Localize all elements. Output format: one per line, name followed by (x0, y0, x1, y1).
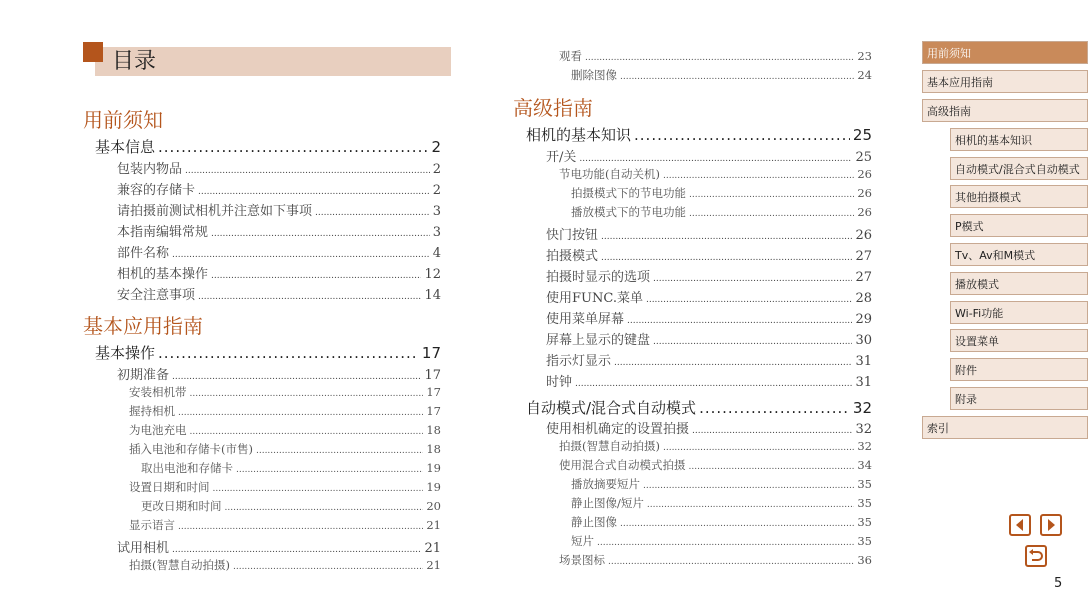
dot-leader (620, 72, 854, 81)
toc-entry-label: 兼容的存储卡 (117, 183, 196, 198)
dot-leader (627, 316, 852, 325)
nav-tab-sub[interactable]: 设置菜单 (950, 329, 1088, 352)
toc-entry-label: 使用FUNC.菜单 (546, 291, 643, 306)
dot-leader (158, 138, 428, 153)
toc-page-number: 17 (421, 344, 441, 362)
toc-entry-label: 为电池充电 (129, 423, 187, 437)
toc-entry[interactable] (117, 158, 441, 176)
dot-leader (158, 344, 419, 359)
toc-page-number: 18 (426, 423, 441, 437)
toc-entry-label: 播放摘要短片 (571, 477, 640, 491)
toc-entry[interactable] (117, 200, 441, 218)
toc-page-number: 35 (857, 477, 872, 491)
toc-entry-label: 拍摄(智慧自动拍摄) (129, 558, 230, 572)
toc-page-number: 25 (855, 150, 872, 165)
toc-entry-label: 快门按钮 (546, 228, 599, 243)
toc-page-number: 17 (426, 385, 441, 399)
nav-tab-index[interactable]: 索引 (922, 416, 1088, 439)
nav-tab-sub[interactable]: 附件 (950, 358, 1088, 381)
toc-entry[interactable] (571, 514, 872, 530)
toc-entry-label: 本指南编辑常规 (117, 225, 209, 240)
toc-entry-label: 指示灯显示 (546, 354, 612, 369)
dot-leader (579, 154, 852, 163)
return-button[interactable] (1025, 545, 1047, 567)
toc-page-number: 19 (426, 461, 441, 475)
dot-leader (213, 484, 424, 493)
toc-page-number: 31 (855, 354, 872, 369)
toc-chapter[interactable] (95, 136, 441, 156)
toc-page-number: 29 (855, 312, 872, 327)
toc-entry-label: 显示语言 (129, 518, 175, 532)
toc-chapter[interactable] (95, 342, 441, 362)
dot-leader (597, 538, 854, 547)
toc-entry[interactable] (129, 557, 441, 573)
nav-tab-sub[interactable]: 自动模式/混合式自动模式 (950, 157, 1088, 180)
toc-page-number: 35 (857, 515, 872, 529)
toc-entry-label: 拍摄时显示的选项 (546, 270, 651, 285)
nav-tab-sub[interactable]: Wi-Fi功能 (950, 301, 1088, 324)
prev-page-button[interactable] (1009, 514, 1031, 536)
toc-page-number: 2 (432, 183, 441, 198)
toc-entry-label: 试用相机 (117, 541, 170, 556)
toc-page-number: 35 (857, 534, 872, 548)
toc-entry[interactable] (559, 48, 872, 64)
toc-entry[interactable] (546, 146, 872, 164)
toc-entry-label: 握持相机 (129, 404, 175, 418)
toc-entry[interactable] (117, 242, 441, 260)
toc-page-number: 26 (857, 205, 872, 219)
nav-tab-sub[interactable]: Tv、Av和M模式 (950, 243, 1088, 266)
toc-entry[interactable] (546, 287, 872, 305)
toc-entry[interactable] (129, 403, 441, 419)
dot-leader (647, 500, 854, 509)
dot-leader (225, 503, 424, 512)
toc-page-number: 27 (855, 249, 872, 264)
toc-page-number: 26 (855, 228, 872, 243)
page-number: 5 (1054, 576, 1063, 591)
dot-leader (653, 274, 852, 283)
toc-entry[interactable] (571, 67, 872, 83)
toc-entry-label: 场景图标 (559, 553, 605, 567)
dot-leader (172, 545, 421, 554)
dot-leader (190, 389, 424, 398)
dot-leader (198, 292, 421, 301)
toc-entry-label: 取出电池和存储卡 (141, 461, 233, 475)
toc-entry[interactable] (117, 284, 441, 302)
toc-page-number: 2 (431, 138, 441, 156)
toc-entry[interactable] (129, 441, 441, 457)
toc-entry[interactable] (546, 371, 872, 389)
toc-entry-label: 安装相机带 (129, 385, 187, 399)
next-page-button[interactable] (1040, 514, 1062, 536)
toc-entry[interactable] (117, 221, 441, 239)
toc-page-number: 26 (857, 186, 872, 200)
toc-entry[interactable] (571, 185, 872, 201)
toc-entry-label: 拍摄模式 (546, 249, 599, 264)
toc-page-number: 34 (857, 458, 872, 472)
nav-tab-main[interactable]: 用前须知 (922, 41, 1088, 64)
toc-entry-label: 安全注意事项 (117, 288, 196, 303)
dot-leader (689, 462, 855, 471)
nav-tab-sub[interactable]: 其他拍摄模式 (950, 185, 1088, 208)
toc-page-number: 12 (424, 267, 441, 282)
toc-page-number: 2 (432, 162, 441, 177)
dot-leader (689, 209, 854, 218)
toc-entry[interactable] (129, 384, 441, 400)
dot-leader (585, 53, 854, 62)
dot-leader (614, 358, 852, 367)
toc-entry-label: 初期准备 (117, 368, 170, 383)
toc-entry[interactable] (571, 533, 872, 549)
toc-page-number: 25 (852, 126, 872, 144)
page-title: 目录 (112, 49, 157, 74)
toc-page-number: 14 (424, 288, 441, 303)
toc-entry[interactable] (546, 266, 872, 284)
dot-leader (178, 522, 423, 531)
toc-entry-label: 部件名称 (117, 246, 170, 261)
dot-leader (172, 372, 421, 381)
nav-tab-sub[interactable]: 附录 (950, 387, 1088, 410)
dot-leader (643, 481, 854, 490)
toc-entry-label: 使用相机确定的设置拍摄 (546, 422, 690, 437)
toc-entry-label: 开/关 (546, 150, 577, 165)
section-heading-basic-guide: 基本应用指南 (83, 314, 203, 338)
toc-chapter[interactable] (526, 397, 872, 417)
toc-page-number: 19 (426, 480, 441, 494)
dot-leader (178, 408, 423, 417)
nav-tab-main[interactable]: 高级指南 (922, 99, 1088, 122)
toc-entry-label: 短片 (571, 534, 594, 548)
dot-leader (198, 187, 430, 196)
dot-leader (646, 295, 852, 304)
toc-entry-label: 更改日期和时间 (141, 499, 222, 513)
toc-entry[interactable] (571, 204, 872, 220)
toc-entry[interactable] (546, 350, 872, 368)
nav-tab-sub[interactable]: P模式 (950, 214, 1088, 237)
dot-leader (172, 250, 430, 259)
toc-page-number: 21 (424, 541, 441, 556)
toc-entry-label: 插入电池和存储卡(市售) (129, 442, 253, 456)
next-page-icon (1044, 518, 1058, 532)
toc-entry-label: 屏幕上显示的键盘 (546, 333, 651, 348)
toc-entry[interactable] (571, 476, 872, 492)
toc-entry[interactable] (559, 552, 872, 568)
dot-leader (601, 253, 852, 262)
dot-leader (185, 166, 430, 175)
toc-page-number: 31 (855, 375, 872, 390)
toc-entry[interactable] (546, 224, 872, 242)
toc-page-number: 26 (857, 167, 872, 181)
toc-page-number: 30 (855, 333, 872, 348)
toc-entry[interactable] (129, 517, 441, 533)
toc-entry-label: 节电功能(自动关机) (559, 167, 660, 181)
toc-entry[interactable] (141, 460, 441, 476)
toc-page-number: 28 (855, 291, 872, 306)
dot-leader (233, 562, 423, 571)
toc-entry[interactable] (117, 263, 441, 281)
toc-entry[interactable] (559, 166, 872, 182)
toc-entry[interactable] (117, 364, 441, 382)
toc-entry-label: 请拍摄前测试相机并注意如下事项 (117, 204, 313, 219)
dot-leader (190, 427, 424, 436)
toc-entry-label: 拍摄(智慧自动拍摄) (559, 439, 660, 453)
toc-page-number: 24 (857, 68, 872, 82)
dot-leader (653, 337, 852, 346)
toc-entry[interactable] (129, 479, 441, 495)
toc-entry[interactable] (559, 438, 872, 454)
dot-leader (315, 208, 430, 217)
toc-page-number: 17 (426, 404, 441, 418)
dot-leader (575, 379, 852, 388)
dot-leader (601, 232, 852, 241)
toc-entry-label: 自动模式/混合式自动模式 (526, 399, 697, 417)
dot-leader (608, 557, 854, 566)
toc-page-number: 35 (857, 496, 872, 510)
toc-entry[interactable] (559, 457, 872, 473)
toc-page-number: 21 (426, 518, 441, 532)
toc-page-number: 17 (424, 368, 441, 383)
toc-entry-label: 基本操作 (95, 344, 156, 362)
toc-entry[interactable] (141, 498, 441, 514)
toc-page-number: 36 (857, 553, 872, 567)
dot-leader (236, 465, 423, 474)
toc-entry-label: 观看 (559, 49, 582, 63)
dot-leader (211, 271, 421, 280)
toc-chapter[interactable] (526, 124, 872, 144)
toc-entry-label: 相机的基本知识 (526, 126, 632, 144)
dot-leader (692, 426, 852, 435)
dot-leader (256, 446, 423, 455)
toc-entry-label: 设置日期和时间 (129, 480, 210, 494)
dot-leader (663, 443, 854, 452)
toc-entry-label: 使用混合式自动模式拍摄 (559, 458, 686, 472)
toc-entry-label: 删除图像 (571, 68, 617, 82)
toc-entry[interactable] (117, 537, 441, 555)
toc-entry-label: 静止图像 (571, 515, 617, 529)
toc-entry-label: 使用菜单屏幕 (546, 312, 625, 327)
nav-tab-sub[interactable]: 相机的基本知识 (950, 128, 1088, 151)
dot-leader (634, 126, 850, 141)
return-icon (1028, 549, 1044, 563)
dot-leader (699, 399, 850, 414)
toc-entry[interactable] (117, 179, 441, 197)
section-heading-preparation: 用前须知 (83, 108, 163, 132)
toc-page-number: 21 (426, 558, 441, 572)
toc-entry-label: 基本信息 (95, 138, 156, 156)
toc-page-number: 18 (426, 442, 441, 456)
toc-entry-label: 静止图像/短片 (571, 496, 644, 510)
toc-page-number: 23 (857, 49, 872, 63)
toc-page-number: 32 (852, 399, 872, 417)
nav-tab-main[interactable]: 基本应用指南 (922, 70, 1088, 93)
toc-page-number: 20 (426, 499, 441, 513)
dot-leader (663, 171, 854, 180)
toc-entry-label: 播放模式下的节电功能 (571, 205, 686, 219)
toc-entry[interactable] (546, 245, 872, 263)
dot-leader (689, 190, 854, 199)
dot-leader (620, 519, 854, 528)
toc-page-number: 3 (432, 204, 441, 219)
toc-entry-label: 拍摄模式下的节电功能 (571, 186, 686, 200)
title-marker (83, 42, 103, 62)
toc-entry[interactable] (571, 495, 872, 511)
toc-entry-label: 包装内物品 (117, 162, 183, 177)
toc-entry[interactable] (546, 418, 872, 436)
toc-page-number: 4 (432, 246, 441, 261)
toc-page-number: 27 (855, 270, 872, 285)
toc-entry-label: 相机的基本操作 (117, 267, 209, 282)
nav-tab-sub[interactable]: 播放模式 (950, 272, 1088, 295)
toc-entry[interactable] (546, 329, 872, 347)
toc-page-number: 3 (432, 225, 441, 240)
toc-entry[interactable] (129, 422, 441, 438)
section-heading-advanced-guide: 高级指南 (513, 96, 593, 120)
dot-leader (211, 229, 430, 238)
toc-entry[interactable] (546, 308, 872, 326)
toc-page-number: 32 (855, 422, 872, 437)
prev-page-icon (1013, 518, 1027, 532)
toc-page-number: 32 (857, 439, 872, 453)
toc-entry-label: 时钟 (546, 375, 573, 390)
